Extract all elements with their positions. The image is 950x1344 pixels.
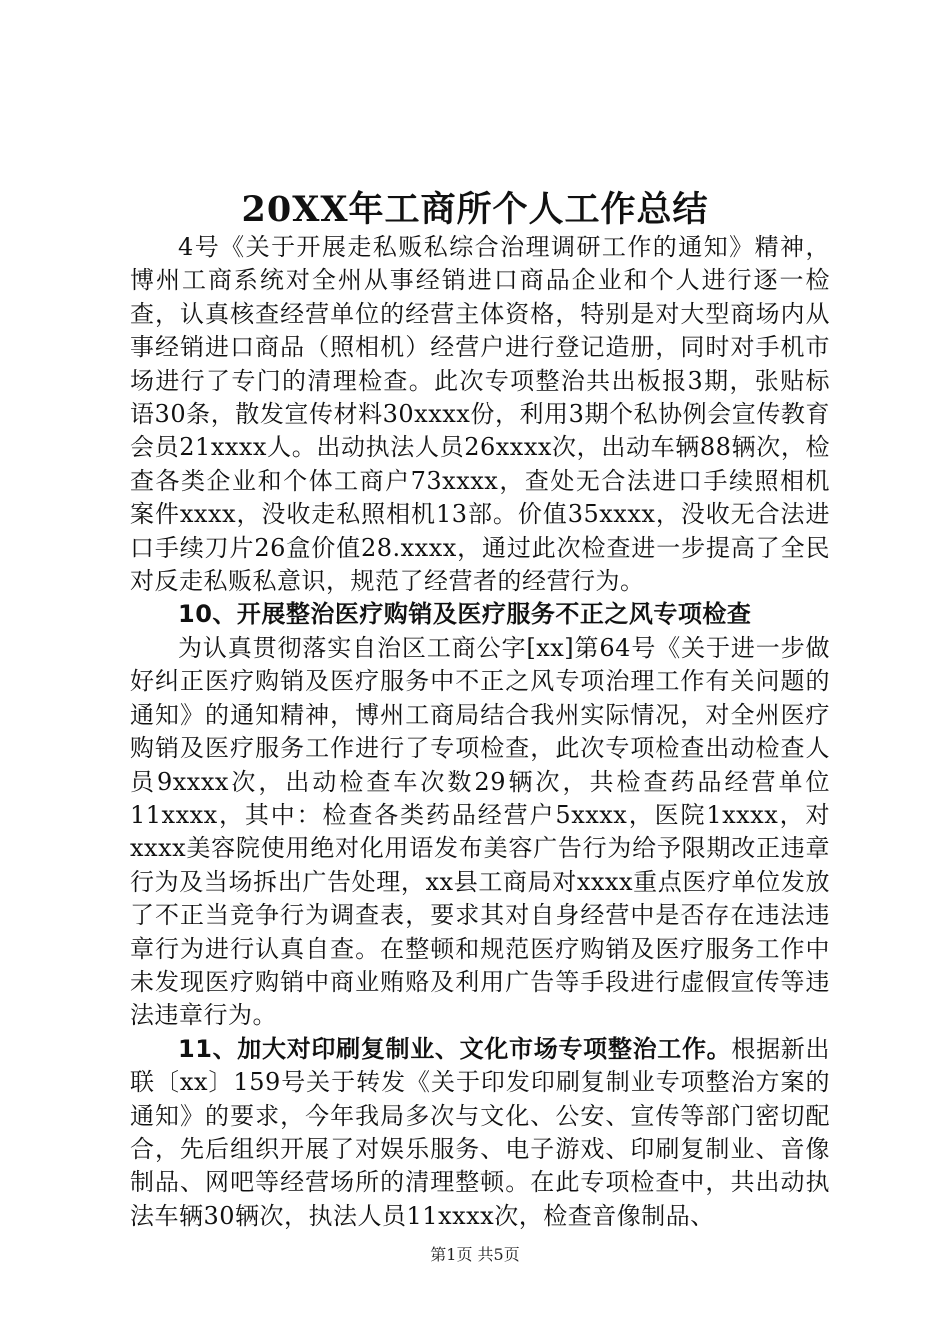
page-footer: 第1页 共5页 xyxy=(430,1245,520,1264)
paragraph-anti-smuggling: 4号《关于开展走私贩私综合治理调研工作的通知》精神，博州工商系统对全州从事经销进口商品企业和个人进行逐一检查，认真核查经营单位的经营主体资格，特别是对大型商场内从事经销进口商品（照相机）经营户进行登记造册，同时对手机市场进行了专门的清理检查。此次专项整治共出板报3期，张贴标语30条，散发宣传材料30xxxx份，利用3期个私协例会宣传教育会员21xxxx人。出动执法人员26xxxx次，出动车辆88辆次，检查各类企业和个体工商户73xxxx，查处无合法进口手续照相机案件xxxx，没收走私照相机13部。价值35xxxx，没收无合法进口手续刀片26盒价值28.xxxx，通过此次检查进一步提高了全民对反走私贩私意识，规范了经营者的经营行为。 xyxy=(130,233,830,596)
section-heading-11: 11、加大对印刷复制业、文化市场专项整治工作。 xyxy=(178,1034,732,1063)
document-body xyxy=(130,231,830,1233)
paragraph-printing-body: 根据新出联〔xx〕159号关于转发《关于印发印刷复制业专项整治方案的通知》的要求，今年我局多次与文化、公安、宣传等部门密切配合，先后组织开展了对娱乐服务、电子游戏、印刷复制业、音像制品、网吧等经营场所的清理整顿。在此专项检查中，共出动执法车辆30辆次，执法人员11xxxx次，检查音像制品、 xyxy=(130,1034,831,1230)
page-title: 20XX年工商所个人工作总结 xyxy=(241,189,709,230)
paragraph-medical-inspection: 为认真贯彻落实自治区工商公字[xx]第64号《关于进一步做好纠正医疗购销及医疗服务中不正之风专项治理工作有关问题的通知》的通知精神，博州工商局结合我州实际情况，对全州医疗购销及医疗服务工作进行了专项检查，此次专项检查出动检查人员9xxxx次，出动检查车次数29辆次，共检查药品经营单位11xxxx，其中：检查各类药品经营户5xxxx，医院1xxxx，对xxxx美容院使用绝对化用语发布美容广告行为给予限期改正违章行为及当场拆出广告处理，xx县工商局对xxxx重点医疗单位发放了不正当竞争行为调查表，要求其对自身经营中是否存在违法违章行为进行认真自查。在整顿和规范医疗购销及医疗服务工作中未发现医疗购销中商业贿赂及利用广告等手段进行虚假宣传等违法违章行为。 xyxy=(130,633,830,1030)
section-heading-10: 10、开展整治医疗购销及医疗服务不正之风专项检查 xyxy=(178,600,752,629)
paragraph-printing-cultural-market xyxy=(130,1033,830,1233)
